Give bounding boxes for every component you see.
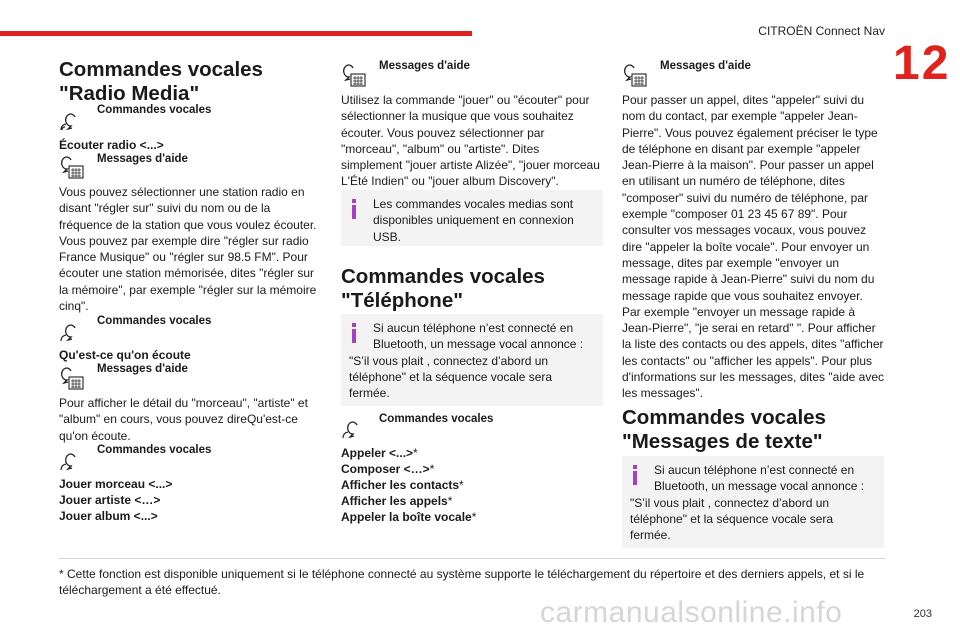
watermark: carmanualsonline.info [540, 596, 843, 629]
command-call-voicemail [341, 509, 603, 525]
info-text-connect-phone: "S’il vous plait , connectez d’abord un téléphone" et la séquence vocale sera fermée. [630, 495, 834, 543]
help-messages-icon [59, 367, 85, 391]
command-dial [341, 461, 603, 477]
command-play-album: Jouer album <...> [59, 509, 158, 523]
header-accent-bar [0, 31, 472, 36]
info-text-usb: Les commandes vocales medias sont disponibles uniquement en connexion USB. [373, 197, 574, 244]
footnote-divider [59, 558, 885, 559]
info-icon [350, 323, 358, 343]
help-messages-label: Messages d'aide [97, 153, 188, 165]
brand-header: CITROËN Connect Nav [758, 24, 885, 38]
page-number: 203 [913, 608, 932, 620]
voice-command-icon [59, 111, 85, 135]
command-text: Appeler <...> [341, 446, 414, 460]
help-messages-label: Messages d'aide [379, 60, 470, 72]
info-box-bluetooth-sms [622, 456, 884, 548]
section-title-radio-media: Commandes vocales "Radio Media" [59, 58, 263, 105]
command-show-contacts [341, 477, 603, 493]
info-icon [350, 199, 358, 219]
voice-commands-label: Commandes vocales [97, 104, 212, 116]
help-messages-label: Messages d'aide [660, 60, 751, 72]
footnote-star: * [471, 510, 477, 524]
footnote-star: * [459, 478, 464, 492]
help-text-media: Utilisez la commande "jouer" ou "écouter" pour sélectionner la musique que vous souhaitez écouter. Vous pouvez sélectionner par "morceau", "album" ou "artiste". Dites simplement "jouer artiste Alizée", "jouer morceau L'Été Indien" ou "jouer album Discovery". [341, 93, 600, 189]
command-listen-radio: Écouter radio <...> [59, 138, 164, 152]
footnote-text: Cette fonction est disponible uniquement si le téléphone connecté au système supporte le téléchargement du répertoire et des derniers appels, et si le téléchargement a été effectué. [59, 567, 865, 597]
command-text: Composer <…> [341, 462, 430, 476]
help-text-telephone: Pour passer un appel, dites "appeler" suivi du nom du contact, par exemple "appeler Jean-Pierre". Vous pouvez également préciser le type de téléphone en disant par exemple "appeler Jean-Pierre à la maison". Pour passer un appel en utilisant un numéro de téléphone, dites "composer" suivi du numéro de téléphone, par exemple "composer 01 23 45 67 89". Pour consulter vos messages vocaux, vous pouvez dire "appeler la boîte vocale". Pour envoyer un message, dites par exemple "envoyer un message rapide à Jean-Pierre" suivi du nom du message rapide que vous souhaitez envoyer. Par exemple "envoyer un message rapide à Jean-Pierre", "je serai en retard" ". Pour afficher la liste des contacts ou des appels, dites "afficher les contacts" ou "afficher les appels". Pour plus d'informations sur les messages, dites "aide avec les messages". [622, 93, 885, 401]
info-icon [631, 465, 639, 485]
info-box-bluetooth [341, 314, 603, 406]
help-messages-icon [59, 156, 85, 180]
footnote [59, 566, 885, 598]
voice-commands-label: Commandes vocales [97, 315, 212, 327]
footnote-mark: * [59, 567, 64, 581]
voice-commands-label: Commandes vocales [379, 413, 494, 425]
footnote-star: * [413, 446, 418, 460]
command-text: Afficher les contacts [341, 478, 460, 492]
command-now-playing: Qu'est-ce qu'on écoute [59, 348, 191, 362]
help-messages-label: Messages d'aide [97, 363, 188, 375]
command-text: Afficher les appels [341, 494, 448, 508]
info-text-no-phone: Si aucun téléphone n’est connecté en Bluetooth, un message vocal annonce : [373, 321, 584, 352]
voice-command-icon [341, 419, 367, 443]
help-messages-icon [341, 64, 367, 88]
command-play-artist: Jouer artiste <…> [59, 493, 161, 507]
voice-command-icon [59, 322, 85, 346]
info-box-usb [341, 190, 603, 246]
section-title-telephone: Commandes vocales "Téléphone" [341, 265, 545, 312]
help-text-now-playing: Pour afficher le détail du "morceau", "artiste" et "album" en cours, vous pouvez direQu'est-ce qu'on écoute. [59, 396, 308, 443]
footnote-star: * [447, 494, 453, 508]
command-play-track: Jouer morceau <...> [59, 477, 173, 491]
command-text: Appeler la boîte vocale [341, 510, 472, 524]
info-text-connect-phone: "S’il vous plait , connectez d’abord un téléphone" et la séquence vocale sera fermée. [349, 353, 553, 401]
voice-commands-label: Commandes vocales [97, 444, 212, 456]
help-text-radio: Vous pouvez sélectionner une station radio en disant "régler sur" suivi du nom ou de la fréquence de la station que vous voulez écouter. Vous pouvez par exemple dire "régler sur radio France Musique" ou "régler sur 98.5 FM". Pour écouter une station mémorisée, dites "régler sur la mémoire", par exemple "régler sur la mémoire cinq". [59, 185, 317, 314]
voice-command-icon [59, 451, 85, 475]
command-call [341, 445, 603, 461]
info-text-no-phone: Si aucun téléphone n’est connecté en Bluetooth, un message vocal annonce : [654, 463, 865, 494]
footnote-star: * [429, 462, 435, 476]
section-title-text-messages: Commandes vocales "Messages de texte" [622, 406, 826, 453]
command-show-calls [341, 493, 603, 509]
chapter-number: 12 [893, 37, 951, 90]
help-messages-icon [622, 64, 648, 88]
